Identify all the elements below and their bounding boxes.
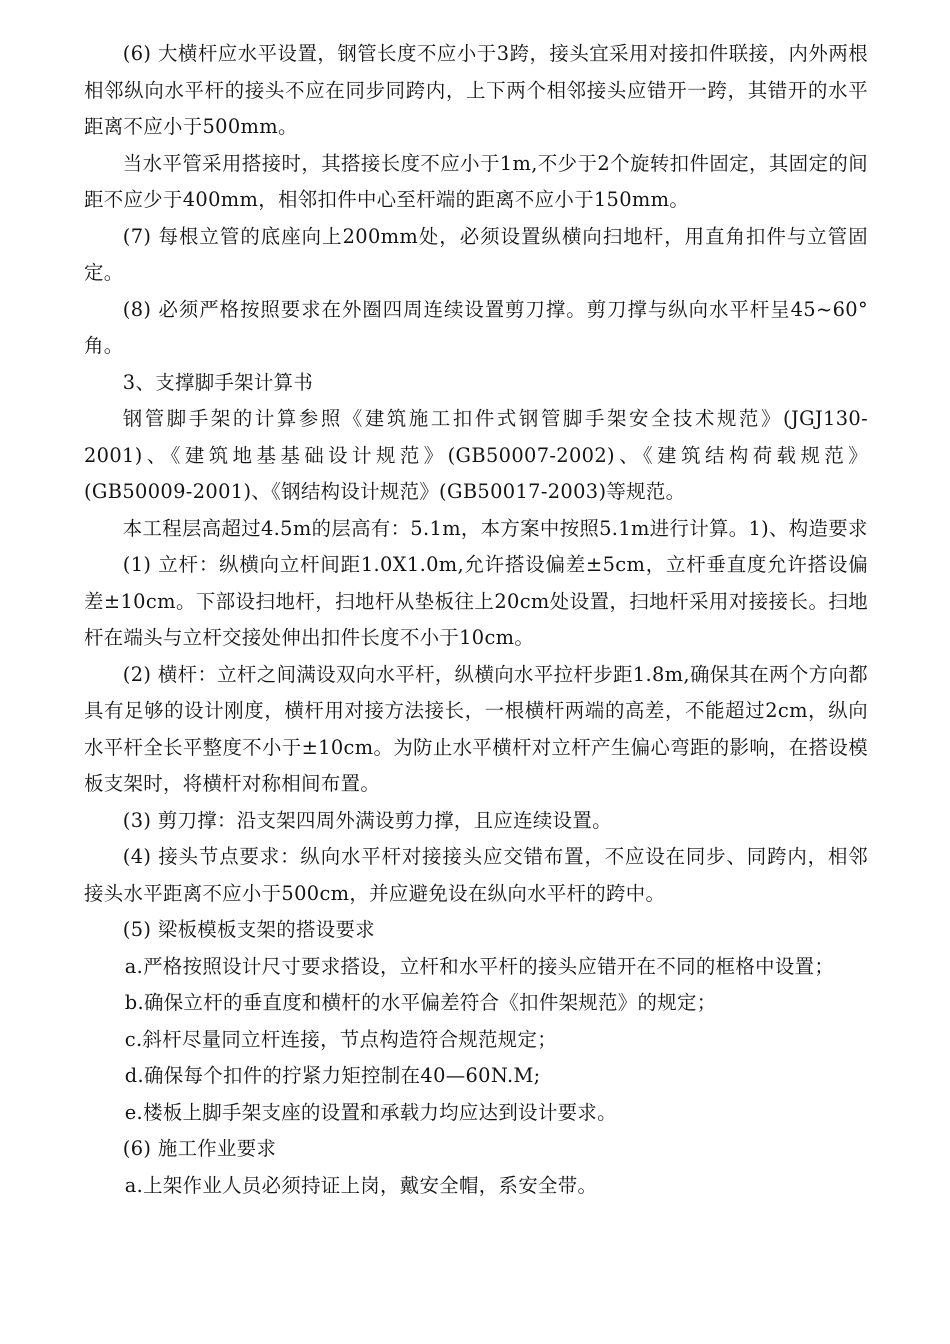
paragraph-crossbar-requirements: (6) 大横杆应水平设置，钢管长度不应小于3跨，接头宜采用对接扣件联接，内外两根相邻纵向水平杆的接头不应在同步同跨内，上下两个相邻接头应错开一跨，其错开的水平距离不应小于500mm。 [84, 42, 868, 138]
list-item: c.斜杆尽量同立杆连接，节点构造符合规范规定； [124, 1027, 558, 1051]
paragraph-sweeping-pole: (7) 每根立管的底座向上200mm处，必须设置纵横向扫地杆，用直角扣件与立管固定。 [84, 224, 868, 284]
paragraph-floor-height: 本工程层高超过4.5m的层高有：5.1m，本方案中按照5.1m进行计算。1)、构造要求 [122, 516, 868, 540]
paragraph-upright-pole: (1) 立杆：纵横向立杆间距1.0X1.0m,允许搭设偏差±5cm，立杆垂直度允许搭设偏差±10cm。下部设扫地杆，扫地杆从垫板往上20cm处设置，扫地杆采用对接接长。扫地杆在端头与立杆交接处伸出扣件长度不小于10cm。 [84, 553, 868, 649]
subheading-work-requirements: (6) 施工作业要求 [122, 1137, 277, 1160]
list-item: d.确保每个扣件的拧紧力矩控制在40—60N.M; [124, 1064, 541, 1087]
paragraph-standards-reference: 钢管脚手架的计算参照《建筑施工扣件式钢管脚手架安全技术规范》(JGJ130-2001)、《建筑地基基础设计规范》(GB50007-2002)、《建筑结构荷载规范》(GB50009-2001)、《钢结构设计规范》(GB50017-2003)等规范。 [84, 407, 868, 503]
paragraph-scissor-brace: (8) 必须严格按照要求在外圈四周连续设置剪刀撑。剪刀撑与纵向水平杆呈45~60°角。 [84, 297, 868, 357]
list-item: b.确保立杆的垂直度和横杆的水平偏差符合《扣件架规范》的规定； [124, 991, 717, 1014]
paragraph-lap-joint: 当水平管采用搭接时，其搭接长度不应小于1m,不少于2个旋转扣件固定，其固定的间距不应少于400mm，相邻扣件中心至杆端的距离不应小于150mm。 [84, 151, 868, 211]
list-item: a.上架作业人员必须持证上岗，戴安全帽，系安全带。 [124, 1173, 598, 1197]
paragraph-bracing: (3) 剪刀撑：沿支架四周外满设剪力撑，且应连续设置。 [122, 808, 612, 832]
subheading-formwork-support: (5) 梁板模板支架的搭设要求 [122, 918, 375, 941]
section-heading-calculation: 3、支撑脚手架计算书 [122, 370, 314, 394]
list-item: e.楼板上脚手架支座的设置和承载力均应达到设计要求。 [124, 1100, 617, 1124]
list-item: a.严格按照设计尺寸要求搭设，立杆和水平杆的接头应错开在不同的框格中设置； [124, 954, 835, 978]
paragraph-joint-node: (4) 接头节点要求：纵向水平杆对接接头应交错布置，不应设在同步、同跨内，相邻接头水平距离不应小于500cm，并应避免设在纵向水平杆的跨中。 [84, 845, 868, 905]
paragraph-horizontal-bar: (2) 横杆：立杆之间满设双向水平杆，纵横向水平拉杆步距1.8m,确保其在两个方向都具有足够的设计刚度，横杆用对接方法接长，一根横杆两端的高差，不能超过2cm，纵向水平杆全长平整度不小于±10cm。为防止水平横杆对立杆产生偏心弯距的影响，在搭设模板支架时，将横杆对称相间布置。 [84, 662, 868, 795]
